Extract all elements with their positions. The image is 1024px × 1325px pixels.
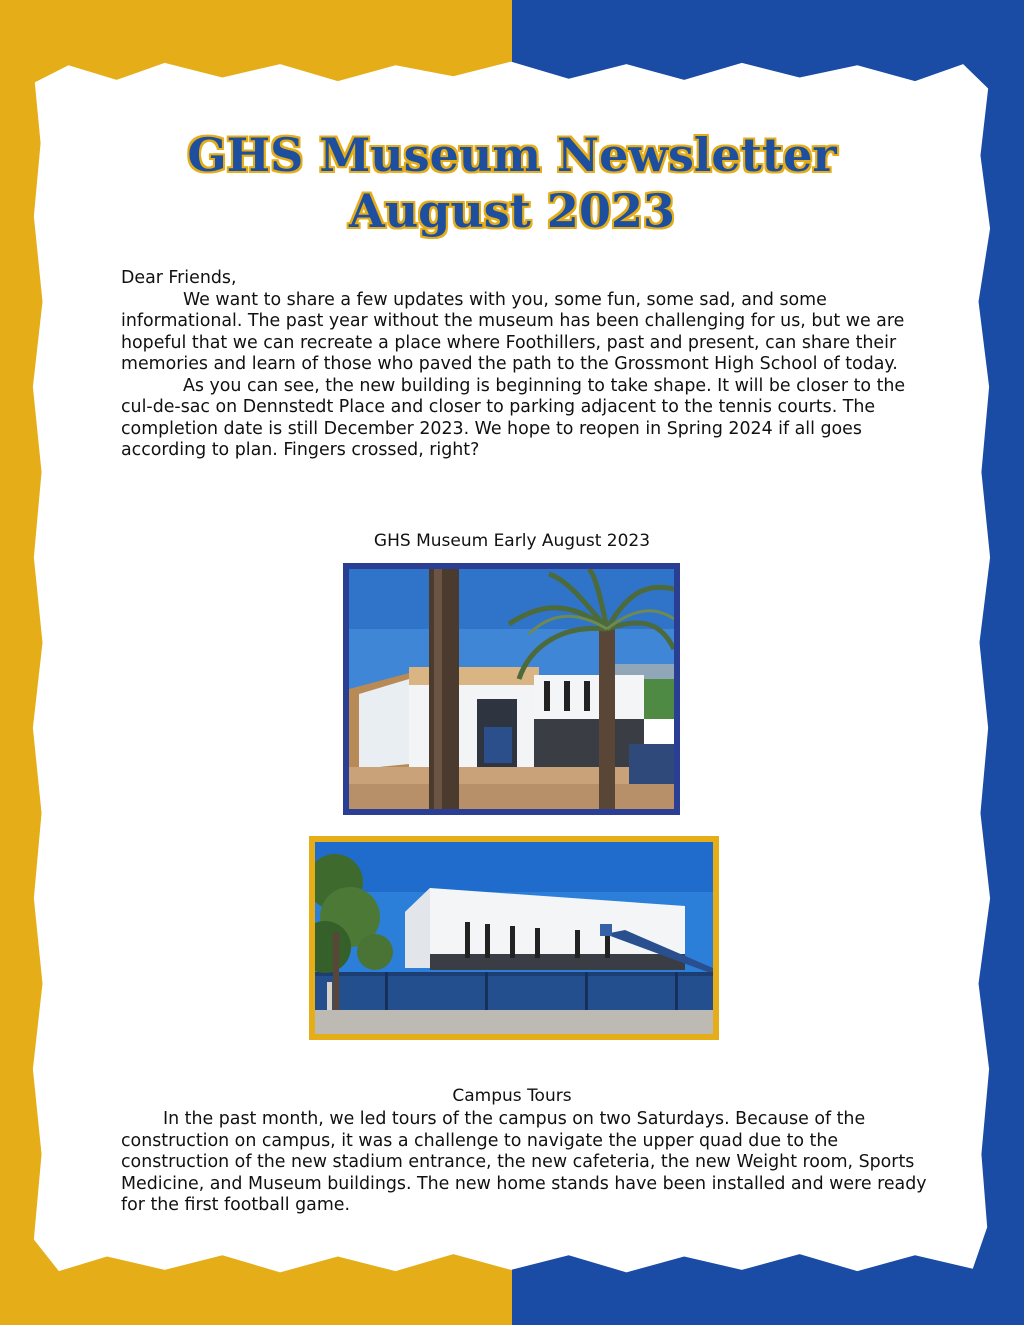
newsletter-date: August 2023 (349, 184, 675, 238)
museum-construction-photo-1 (343, 563, 680, 815)
newsletter-title: GHS Museum Newsletter (187, 128, 837, 182)
campus-tours-section (121, 1109, 931, 1217)
museum-construction-photo-2 (309, 836, 719, 1040)
campus-tours-body: In the past month, we led tours of the campus on two Saturdays. Because of the construction on campus, it was a challenge to navigate the upper quad due to the construction of the new stadium entrance, the new cafeteria, the new Weight room, Sports Medicine, and Museum buildings. The new home stands have been installed and were ready for the first football game. (121, 1109, 927, 1215)
letter-body (121, 268, 921, 462)
letter-paragraph-2: As you can see, the new building is beginning to take shape. It will be closer to the cul-de-sac on Dennstedt Place and closer to parking adjacent to the tennis courts. The completion date is still December 2023. We hope to reopen in Spring 2024 if all goes according to plan. Fingers crossed, right? (121, 375, 906, 460)
campus-tours-heading: Campus Tours (452, 1086, 572, 1106)
photo-caption: GHS Museum Early August 2023 (373, 531, 651, 551)
letter-greeting: Dear Friends, (121, 268, 237, 288)
letter-paragraph-1: We want to share a few updates with you, some fun, some sad, and some informational. The past year without the museum has been challenging for us, but we are hopeful that we can recreate a place where Foothillers, past and present, can share their memories and learn of those who paved the path to the Grossmont High School of today. (121, 289, 905, 374)
